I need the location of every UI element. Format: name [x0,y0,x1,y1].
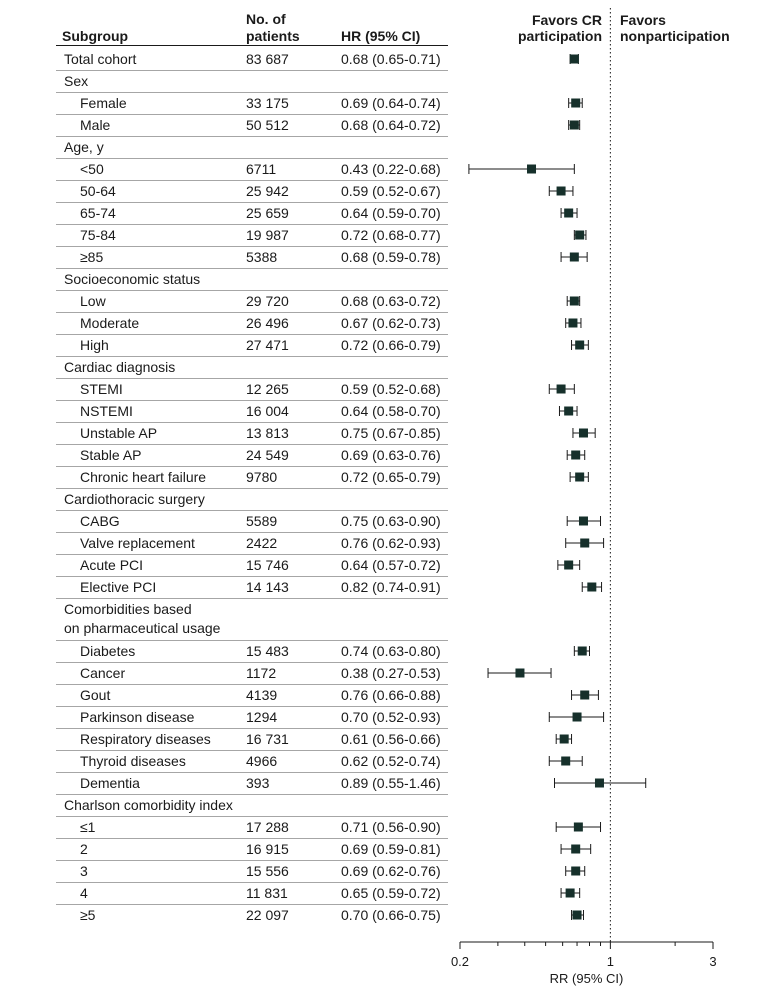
favors-right-line2: nonparticipation [620,28,730,44]
group-label: Cardiac diagnosis [64,359,176,375]
point-estimate [578,647,587,656]
point-estimate [566,889,575,898]
patients-count: 13 813 [246,425,289,441]
hr-ci-text: 0.71 (0.56-0.90) [341,819,441,835]
group-label: Socioeconomic status [64,271,201,287]
patients-count: 6711 [246,161,277,177]
point-estimate [561,757,570,766]
subgroup-label: 3 [80,863,88,879]
patients-count: 22 097 [246,907,289,923]
point-estimate [570,253,579,262]
hr-ci-text: 0.70 (0.66-0.75) [341,907,441,923]
point-estimate [568,319,577,328]
point-estimate [564,407,573,416]
hr-ci-text: 0.64 (0.59-0.70) [341,205,441,221]
x-tick-label: 1 [606,954,614,969]
point-estimate [579,429,588,438]
point-estimate [575,341,584,350]
subgroup-label: Male [80,117,111,133]
subgroup-label: Total cohort [64,51,137,67]
point-estimate [580,539,589,548]
point-estimate [595,779,604,788]
patients-count: 1172 [246,665,277,681]
hr-ci-text: 0.72 (0.66-0.79) [341,337,441,353]
point-estimate [515,669,524,678]
subgroup-label: Elective PCI [80,579,157,595]
point-estimate [571,451,580,460]
subgroup-label: ≤1 [80,819,96,835]
header-patients-line1: No. of [246,11,286,27]
hr-ci-text: 0.68 (0.63-0.72) [341,293,441,309]
patients-count: 4966 [246,753,278,769]
hr-ci-text: 0.59 (0.52-0.68) [341,381,441,397]
patients-count: 2422 [246,535,278,551]
x-tick-label: 3 [709,954,717,969]
hr-ci-text: 0.72 (0.68-0.77) [341,227,441,243]
x-axis-title: RR (95% CI) [549,971,624,986]
patients-count: 83 687 [246,51,289,67]
patients-count: 16 731 [246,731,289,747]
group-label: Charlson comorbidity index [64,797,233,813]
patients-count: 33 175 [246,95,289,111]
group-label: Sex [64,73,89,89]
patients-count: 1294 [246,709,278,725]
point-estimate [571,99,580,108]
hr-ci-text: 0.75 (0.63-0.90) [341,513,441,529]
subgroup-label: 75-84 [80,227,116,243]
point-estimate [587,583,596,592]
point-estimate [573,713,582,722]
patients-count: 11 831 [246,885,288,901]
subgroup-label: Chronic heart failure [80,469,207,485]
subgroup-label: 65-74 [80,205,116,221]
subgroup-label: <50 [80,161,104,177]
hr-ci-text: 0.75 (0.67-0.85) [341,425,441,441]
hr-ci-text: 0.38 (0.27-0.53) [341,665,441,681]
patients-count: 27 471 [246,337,289,353]
group-label: Comorbidities based [64,601,192,617]
hr-ci-text: 0.89 (0.55-1.46) [341,775,441,791]
point-estimate [573,911,582,920]
subgroup-label: STEMI [80,381,123,397]
group-label: Cardiothoracic surgery [64,491,205,507]
point-estimate [557,385,566,394]
patients-count: 12 265 [246,381,289,397]
point-estimate [570,55,579,64]
hr-ci-text: 0.67 (0.62-0.73) [341,315,441,331]
hr-ci-text: 0.68 (0.65-0.71) [341,51,441,67]
hr-ci-text: 0.64 (0.57-0.72) [341,557,441,573]
subgroup-label: Stable AP [80,447,142,463]
subgroup-label: Unstable AP [80,425,158,441]
hr-ci-text: 0.64 (0.58-0.70) [341,403,441,419]
subgroup-label: CABG [80,513,120,529]
patients-count: 50 512 [246,117,289,133]
hr-ci-text: 0.69 (0.62-0.76) [341,863,441,879]
hr-ci-text: 0.68 (0.64-0.72) [341,117,441,133]
subgroup-label: High [80,337,109,353]
patients-count: 15 483 [246,643,289,659]
subgroup-label: Thyroid diseases [80,753,186,769]
patients-count: 393 [246,775,270,791]
hr-ci-text: 0.82 (0.74-0.91) [341,579,441,595]
point-estimate [564,561,573,570]
subgroup-label: 2 [80,841,88,857]
subgroup-label: Valve replacement [80,535,195,551]
point-estimate [571,867,580,876]
patients-count: 9780 [246,469,278,485]
hr-ci-text: 0.62 (0.52-0.74) [341,753,441,769]
patients-count: 5589 [246,513,278,529]
point-estimate [570,297,579,306]
subgroup-label: NSTEMI [80,403,133,419]
hr-ci-text: 0.74 (0.63-0.80) [341,643,441,659]
patients-count: 16 004 [246,403,289,419]
group-label-line2: on pharmaceutical usage [64,620,221,636]
hr-ci-text: 0.43 (0.22-0.68) [341,161,441,177]
hr-ci-text: 0.69 (0.64-0.74) [341,95,441,111]
hr-ci-text: 0.76 (0.62-0.93) [341,535,441,551]
hr-ci-text: 0.69 (0.59-0.81) [341,841,441,857]
point-estimate [580,691,589,700]
patients-count: 19 987 [246,227,289,243]
point-estimate [564,209,573,218]
point-estimate [575,473,584,482]
hr-ci-text: 0.72 (0.65-0.79) [341,469,441,485]
subgroup-label: Female [80,95,127,111]
patients-count: 26 496 [246,315,289,331]
patients-count: 5388 [246,249,278,265]
subgroup-label: Acute PCI [80,557,144,573]
subgroup-label: Gout [80,687,111,703]
header-patients-line2: patients [246,28,300,44]
subgroup-label: Low [80,293,106,309]
patients-count: 17 288 [246,819,289,835]
subgroup-label: ≥5 [80,907,96,923]
hr-ci-text: 0.70 (0.52-0.93) [341,709,441,725]
subgroup-label: Parkinson disease [80,709,195,725]
header-hr: HR (95% CI) [341,28,421,44]
hr-ci-text: 0.59 (0.52-0.67) [341,183,441,199]
hr-ci-text: 0.68 (0.59-0.78) [341,249,441,265]
favors-left-line2: participation [517,28,602,44]
subgroup-label: 50-64 [80,183,116,199]
point-estimate [571,845,580,854]
hr-ci-text: 0.69 (0.63-0.76) [341,447,441,463]
subgroup-label: Respiratory diseases [80,731,211,747]
point-estimate [560,735,569,744]
subgroup-label: 4 [80,885,88,901]
patients-count: 29 720 [246,293,289,309]
patients-count: 14 143 [246,579,289,595]
patients-count: 15 746 [246,557,289,573]
header-subgroup: Subgroup [62,28,129,44]
point-estimate [557,187,566,196]
hr-ci-text: 0.65 (0.59-0.72) [341,885,441,901]
subgroup-label: Cancer [80,665,126,681]
hr-ci-text: 0.61 (0.56-0.66) [341,731,441,747]
patients-count: 25 659 [246,205,289,221]
patients-count: 25 942 [246,183,289,199]
point-estimate [574,823,583,832]
favors-left-line1: Favors CR [531,12,602,28]
point-estimate [570,121,579,130]
patients-count: 4139 [246,687,278,703]
x-tick-label: 0.2 [450,954,470,969]
point-estimate [575,231,584,240]
subgroup-label: Diabetes [80,643,136,659]
favors-right-line1: Favors [620,12,666,28]
patients-count: 15 556 [246,863,289,879]
point-estimate [579,517,588,526]
group-label: Age, y [64,139,104,155]
point-estimate [527,165,536,174]
patients-count: 24 549 [246,447,289,463]
subgroup-label: ≥85 [80,249,104,265]
patients-count: 16 915 [246,841,289,857]
subgroup-label: Dementia [80,775,140,791]
subgroup-label: Moderate [80,315,140,331]
hr-ci-text: 0.76 (0.66-0.88) [341,687,441,703]
